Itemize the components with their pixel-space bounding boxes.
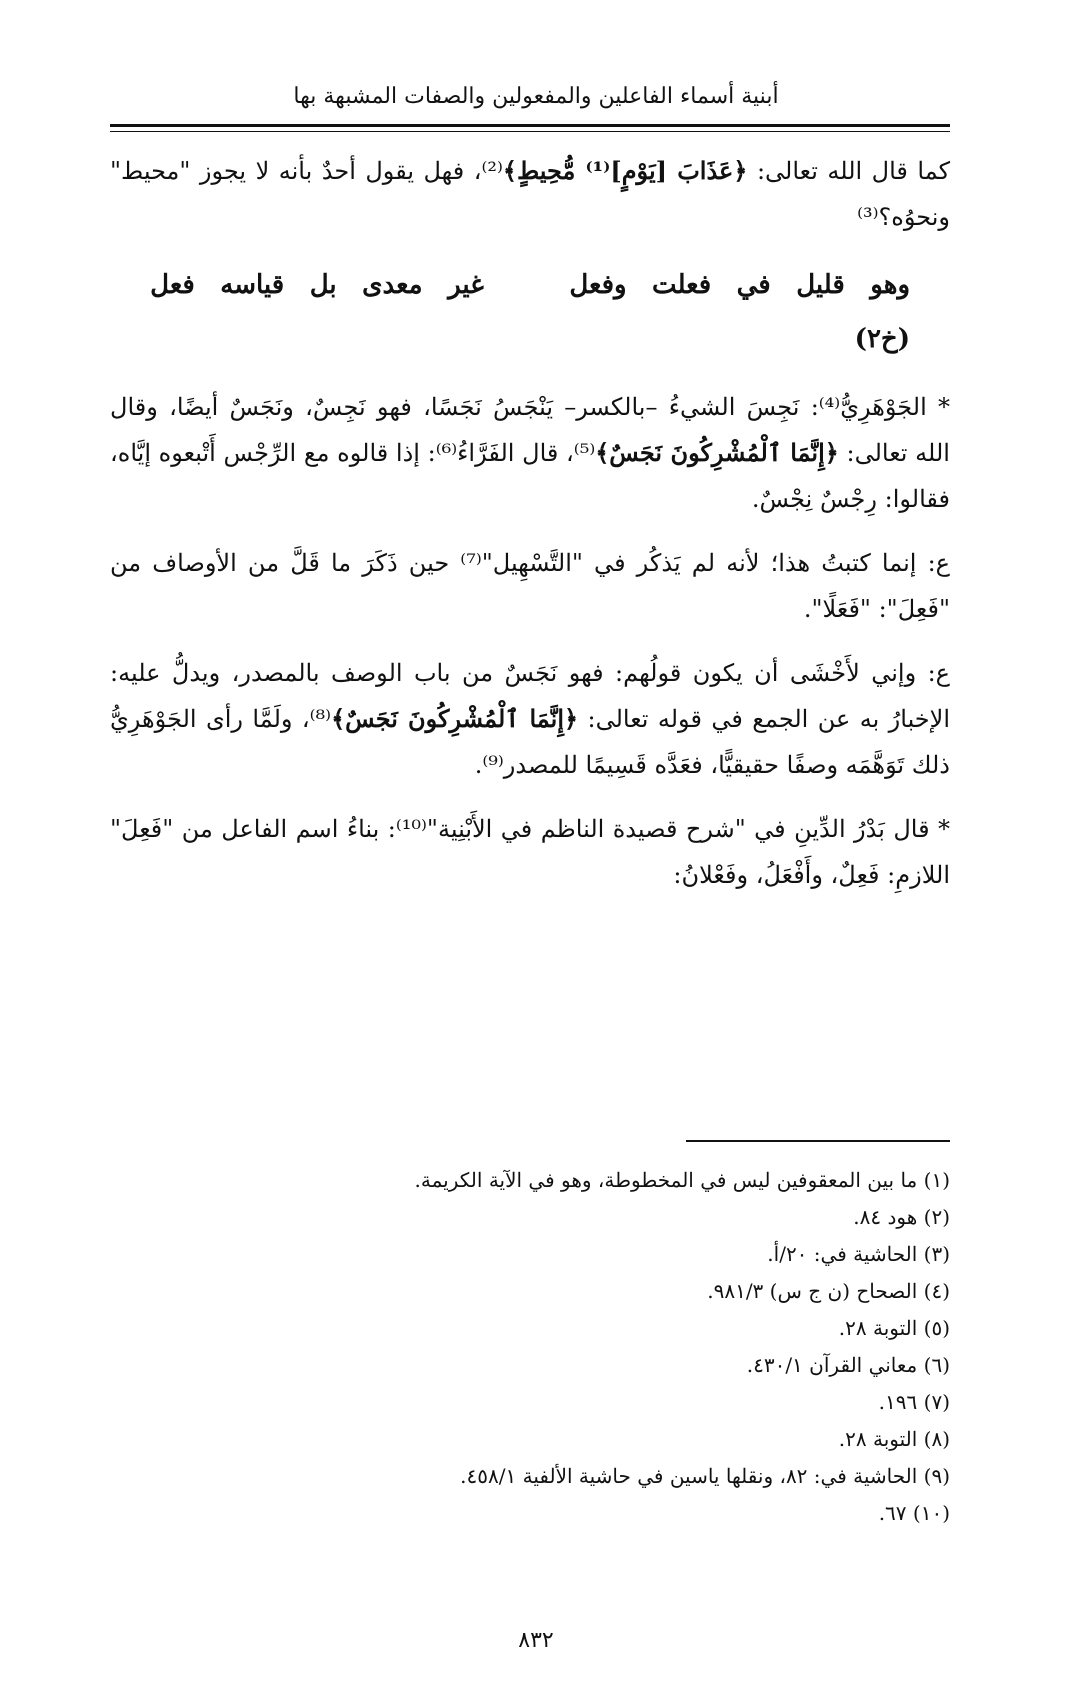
verse-word: قليل [796, 270, 845, 300]
verse-word: قياسه [220, 270, 285, 300]
verse-word: وهو [870, 270, 910, 300]
header-rule-thin [110, 131, 950, 132]
paragraph-1: كما قال الله تعالى: ﴿عَذَابَ [يَوْمٍ]⁽¹⁾ مُّحِيطٍ﴾⁽²⁾، فهل يقول أحدٌ بأنه لا يجوز "محيط" ونحوُه؟⁽³⁾ [110, 156, 950, 231]
footnote: (٥) التوبة ٢٨. [838, 1316, 950, 1340]
footnote: (٢) هود ٨٤. [853, 1205, 950, 1229]
footnote: (٤) الصحاح (ن ج س) ٩٨١/٣. [707, 1279, 950, 1303]
header-rule-thick [110, 124, 950, 127]
quran-quote: ﴿إِنَّمَا ٱلْمُشْرِكُونَ نَجَسٌ﴾ [331, 704, 579, 733]
quran-quote: ﴿إِنَّمَا ٱلْمُشْرِكُونَ نَجَسٌ﴾ [595, 438, 839, 467]
footnote: (٦) معاني القرآن ٤٣٠/١. [746, 1353, 950, 1377]
paragraph-2: * الجَوْهَرِيُّ⁽⁴⁾: نَجِسَ الشيءُ –بالكسر– يَنْجَسُ نَجَسًا، فهو نَجِسٌ، ونَجَسٌ أيضًا، وقال الله تعالى: ﴿إِنَّمَا ٱلْمُشْرِكُونَ نَجَسٌ﴾⁽⁵⁾، قال الفَرَّاءُ⁽⁶⁾: إذا قالوه مع الرِّجْس أَتْبعوه إيَّاه، فقالوا: رِجْسٌ نِجْسٌ. [110, 393, 950, 513]
verse-word: معدى [362, 270, 423, 300]
page-number: ٨٣٢ [518, 1628, 554, 1653]
poem-verse [110, 258, 950, 366]
footnote: (١٠) ٦٧. [878, 1501, 950, 1525]
paragraph-4: ع: وإني لأَخْشَى أن يكون قولُهم: فهو نَجَسٌ من باب الوصف بالمصدر، ويدلُّ عليه: الإخبارُ به عن الجمع في قوله تعالى: ﴿إِنَّمَا ٱلْمُشْرِكُونَ نَجَسٌ﴾⁽⁸⁾، ولَمَّا رأى الجَوْهَرِيُّ ذلك تَوَهَّمَه وصفًا حقيقيًّا، فعَدَّه قَسِيمًا للمصدر⁽⁹⁾. [110, 659, 951, 779]
footnotes [110, 1162, 950, 1532]
footnote: (٩) الحاشية في: ٨٢، ونقلها ياسين في حاشية الألفية ٤٥٨/١. [460, 1464, 950, 1488]
footnote: (١) ما بين المعقوفين ليس في المخطوطة، وهو في الآية الكريمة. [414, 1168, 950, 1192]
verse-line-2: (خ٢) [854, 324, 910, 354]
paragraph-5: * قال بَدْرُ الدِّينِ في "شرح قصيدة الناظم في الأَبْنِية"⁽¹⁰⁾: بناءُ اسم الفاعل من "فَعِلَ" اللازمِ: فَعِلٌ، وأَفْعَلُ، وفَعْلانُ: [110, 815, 950, 889]
paragraph-3: ع: إنما كتبتُ هذا؛ لأنه لم يَذكُر في "التَّسْهِيل"⁽⁷⁾ حين ذَكَرَ ما قَلَّ من الأوصاف من "فَعِلَ": "فَعَلًا". [110, 549, 950, 623]
running-header: أبنية أسماء الفاعلين والمفعولين والصفات المشبهة بها [293, 84, 779, 109]
main-text [110, 148, 950, 916]
verse-word: فعل [150, 270, 195, 300]
verse-line-1 [110, 258, 950, 312]
footnote: (٣) الحاشية في: ٢٠/أ. [767, 1242, 950, 1266]
footnote-separator [686, 1140, 950, 1142]
verse-word: فعلت [652, 270, 712, 300]
verse-word: غير [448, 270, 484, 300]
footnote: (٨) التوبة ٢٨. [838, 1427, 950, 1451]
quran-quote: ﴿عَذَابَ [يَوْمٍ]⁽¹⁾ مُّحِيطٍ﴾ [502, 156, 748, 185]
verse-word: بل [309, 270, 337, 300]
verse-word: في [736, 270, 771, 300]
verse-word: وفعل [569, 270, 627, 300]
footnote: (٧) ١٩٦. [878, 1390, 950, 1414]
